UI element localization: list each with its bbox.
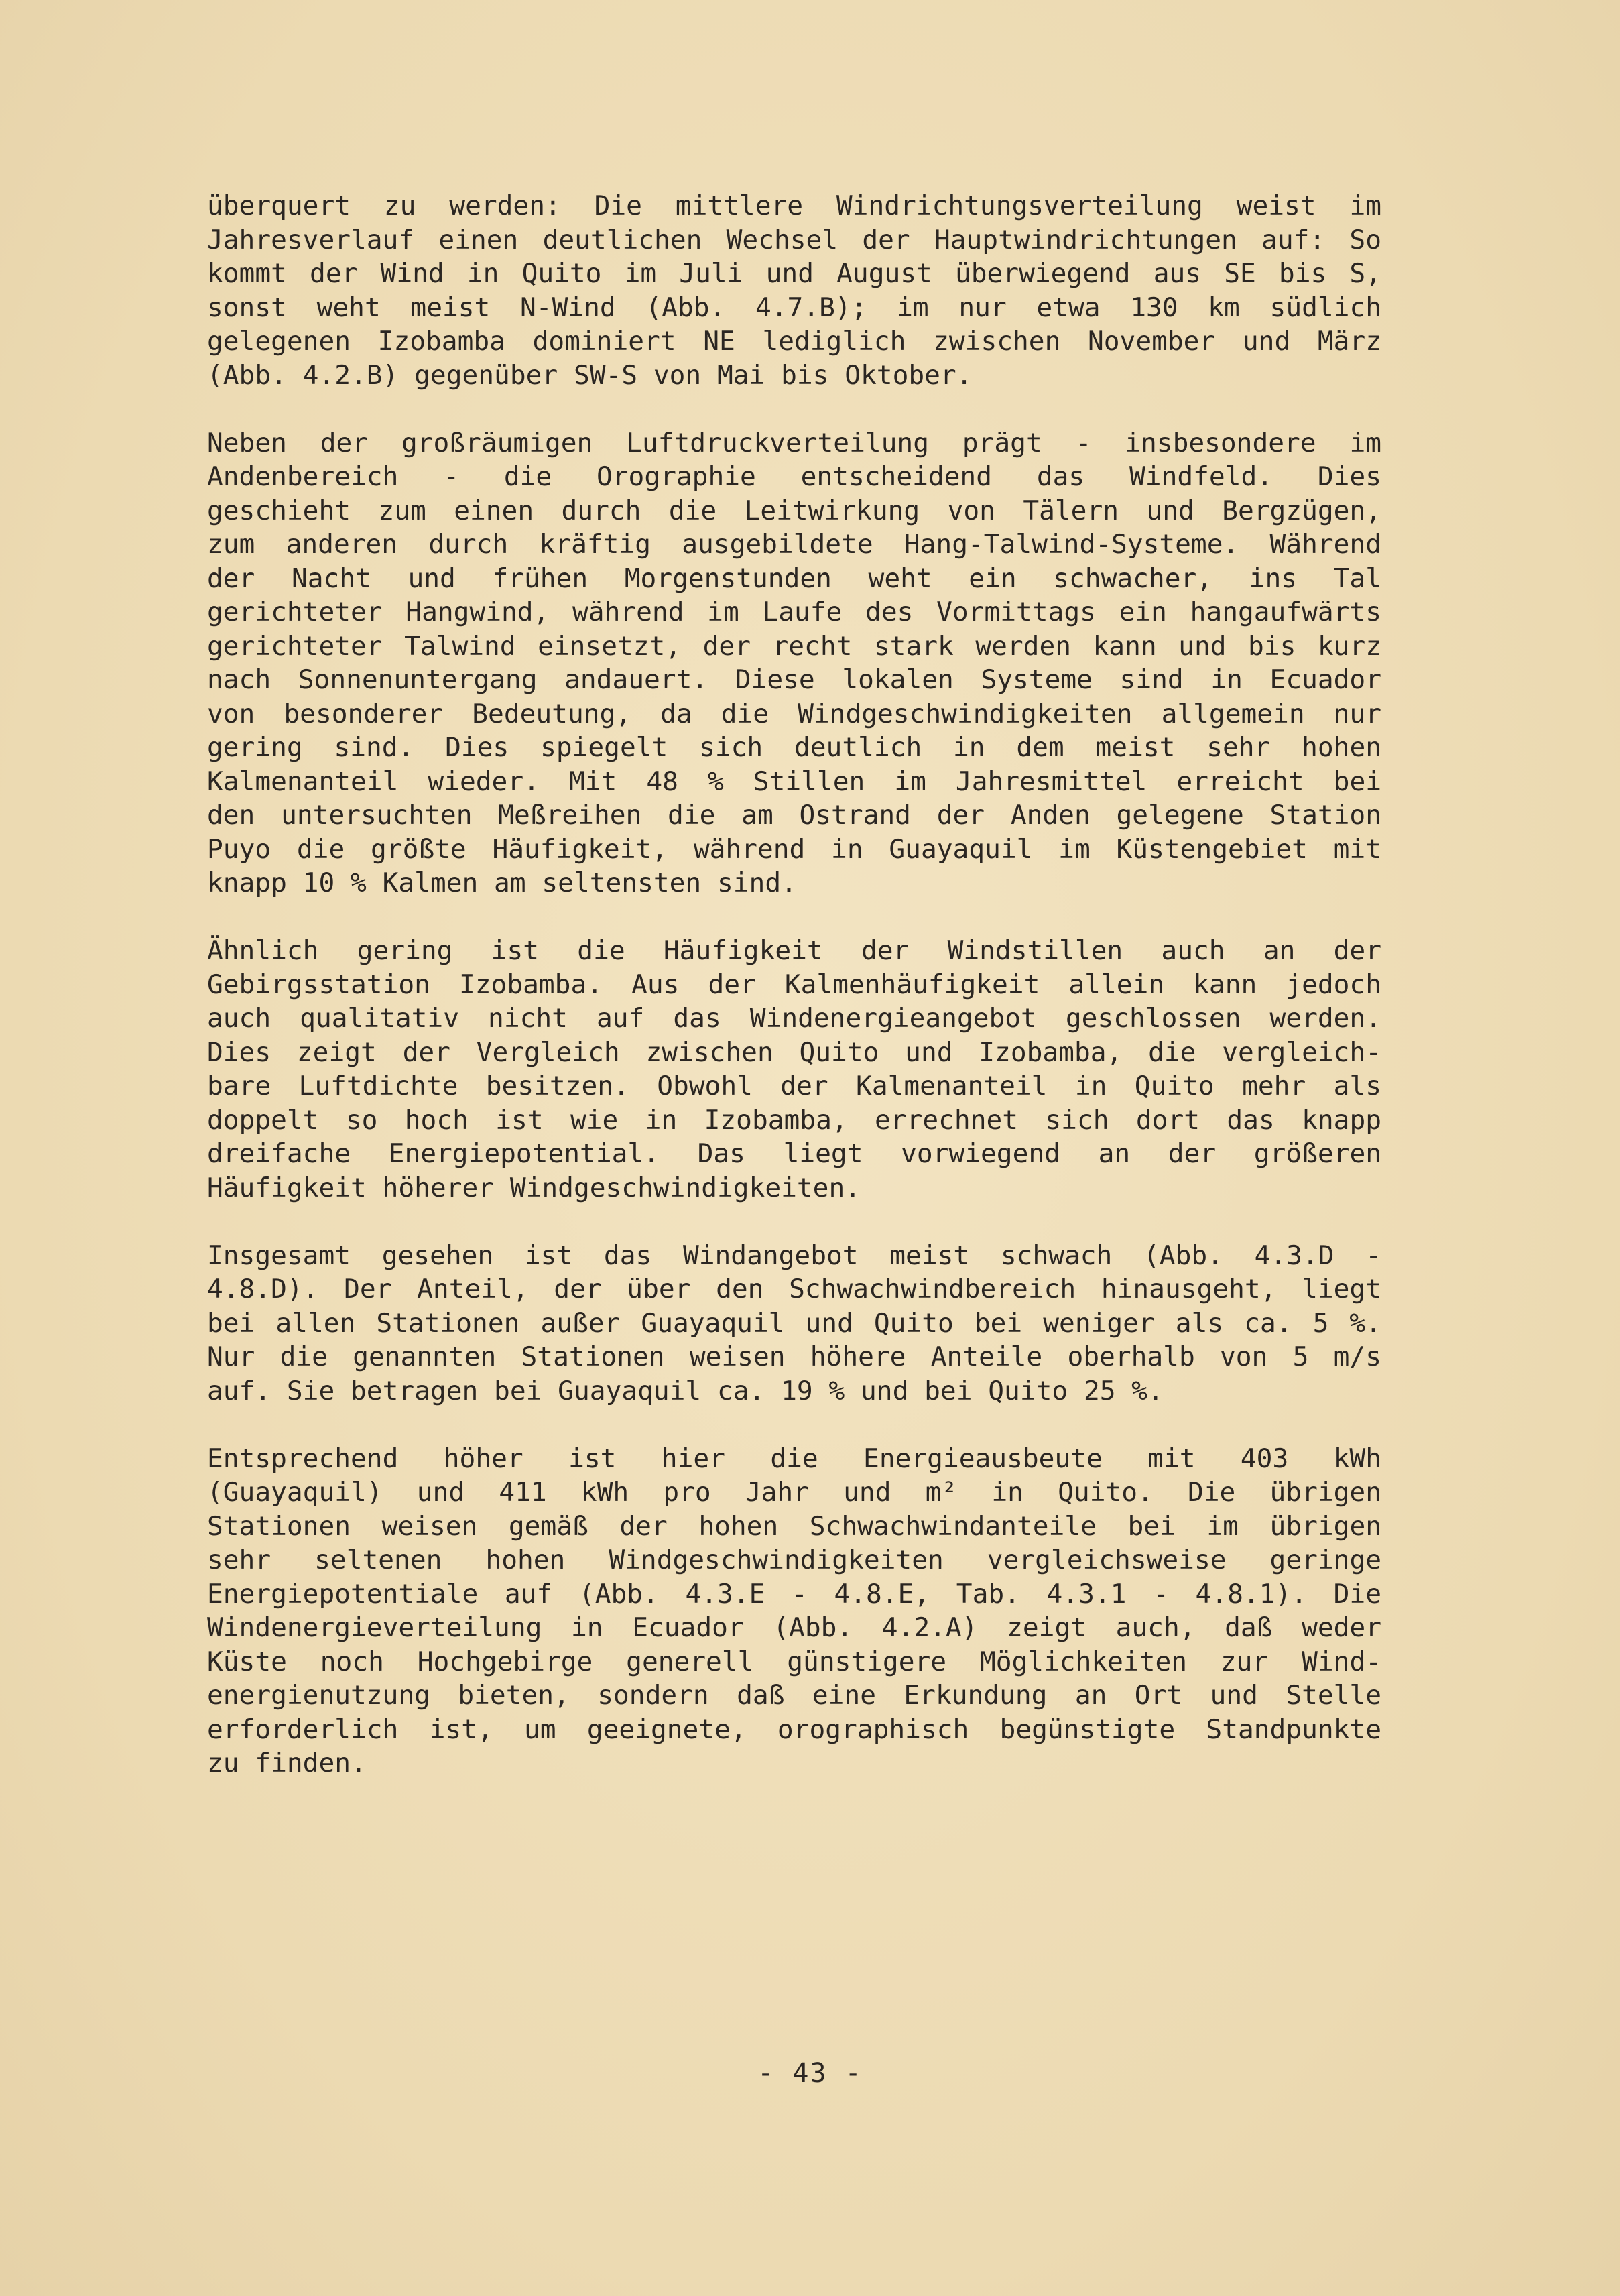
paragraph: [207, 426, 1381, 900]
text-line: überquert zu werden: Die mittlere Windrichtungsverteilung weist im: [207, 190, 1381, 221]
text-line: bei allen Stationen außer Guayaquil und Quito bei weniger als ca. 5 %.: [207, 1307, 1381, 1339]
text-line: gerichteter Talwind einsetzt, der recht stark werden kann und bis kurz: [207, 630, 1381, 662]
text-line: Andenbereich - die Orographie entscheidend das Windfeld. Dies: [207, 461, 1381, 492]
text-line: Energiepotentiale auf (Abb. 4.3.E - 4.8.E, Tab. 4.3.1 - 4.8.1). Die: [207, 1578, 1381, 1610]
text-line: gerichteter Hangwind, während im Laufe des Vormittags ein hangaufwärts: [207, 597, 1381, 627]
text-line: Häufigkeit höherer Windgeschwindigkeiten.: [207, 1172, 861, 1203]
text-line: auch qualitativ nicht auf das Windenergieangebot geschlossen werden.: [207, 1003, 1381, 1034]
paragraph: [207, 189, 1381, 392]
text-line: Gebirgsstation Izobamba. Aus der Kalmenhäufigkeit allein kann jedoch: [207, 969, 1381, 1000]
text-line: Neben der großräumigen Luftdruckverteilung prägt - insbesondere im: [207, 427, 1381, 459]
text-line: dreifache Energiepotential. Das liegt vorwiegend an der größeren: [207, 1138, 1381, 1169]
text-line: kommt der Wind in Quito im Juli und August überwiegend aus SE bis S,: [207, 258, 1381, 289]
text-line: sehr seltenen hohen Windgeschwindigkeiten vergleichsweise geringe: [207, 1545, 1381, 1575]
text-line: geschieht zum einen durch die Leitwirkung von Tälern und Bergzügen,: [207, 495, 1381, 526]
text-line: der Nacht und frühen Morgenstunden weht ein schwacher, ins Tal: [207, 562, 1381, 594]
body-text: [207, 189, 1381, 1814]
text-line: Kalmenanteil wieder. Mit 48 % Stillen im Jahresmittel erreicht bei: [207, 766, 1381, 797]
text-line: Jahresverlauf einen deutlichen Wechsel der Hauptwindrichtungen auf: So: [207, 224, 1381, 255]
text-line: zum anderen durch kräftig ausgebildete Hang-Talwind-Systeme. Während: [207, 529, 1381, 560]
text-line: erforderlich ist, um geeignete, orographisch begünstigte Standpunkte: [207, 1713, 1381, 1745]
text-line: gelegenen Izobamba dominiert NE lediglich zwischen November und März: [207, 326, 1381, 357]
paragraph: [207, 934, 1381, 1205]
text-line: doppelt so hoch ist wie in Izobamba, errechnet sich dort das knapp: [207, 1104, 1381, 1136]
text-line: knapp 10 % Kalmen am seltensten sind.: [207, 867, 797, 898]
paragraph: [207, 1442, 1381, 1780]
text-line: gering sind. Dies spiegelt sich deutlich in dem meist sehr hohen: [207, 732, 1381, 763]
text-line: Dies zeigt der Vergleich zwischen Quito und Izobamba, die vergleich-: [207, 1036, 1381, 1068]
text-line: 4.8.D). Der Anteil, der über den Schwachwindbereich hinausgeht, liegt: [207, 1274, 1381, 1305]
text-line: auf. Sie betragen bei Guayaquil ca. 19 % und bei Quito 25 %.: [207, 1375, 1164, 1406]
text-line: Puyo die größte Häufigkeit, während in Guayaquil im Küstengebiet mit: [207, 833, 1381, 865]
text-line: zu finden.: [207, 1748, 367, 1778]
text-line: Nur die genannten Stationen weisen höhere Anteile oberhalb von 5 m/s: [207, 1341, 1381, 1372]
text-line: Küste noch Hochgebirge generell günstigere Möglichkeiten zur Wind-: [207, 1646, 1381, 1677]
text-line: Stationen weisen gemäß der hohen Schwachwindanteile bei im übrigen: [207, 1510, 1381, 1542]
text-line: Windenergieverteilung in Ecuador (Abb. 4.2.A) zeigt auch, daß weder: [207, 1612, 1381, 1643]
text-line: (Guayaquil) und 411 kWh pro Jahr und m² in Quito. Die übrigen: [207, 1477, 1381, 1508]
paragraph: [207, 1239, 1381, 1408]
text-line: bare Luftdichte besitzen. Obwohl der Kalmenanteil in Quito mehr als: [207, 1071, 1381, 1101]
text-line: den untersuchten Meßreihen die am Ostrand der Anden gelegene Station: [207, 800, 1381, 831]
text-line: Insgesamt gesehen ist das Windangebot meist schwach (Abb. 4.3.D -: [207, 1240, 1381, 1271]
text-line: von besonderer Bedeutung, da die Windgeschwindigkeiten allgemein nur: [207, 698, 1381, 729]
text-line: energienutzung bieten, sondern daß eine Erkundung an Ort und Stelle: [207, 1680, 1381, 1711]
text-line: nach Sonnenuntergang andauert. Diese lokalen Systeme sind in Ecuador: [207, 664, 1381, 695]
text-line: Ähnlich gering ist die Häufigkeit der Windstillen auch an der: [207, 935, 1381, 966]
page-number: - 43 -: [757, 2058, 863, 2089]
text-line: (Abb. 4.2.B) gegenüber SW-S von Mai bis Oktober.: [207, 359, 973, 391]
text-line: Entsprechend höher ist hier die Energieausbeute mit 403 kWh: [207, 1443, 1381, 1474]
text-line: sonst weht meist N-Wind (Abb. 4.7.B); im nur etwa 130 km südlich: [207, 292, 1381, 323]
